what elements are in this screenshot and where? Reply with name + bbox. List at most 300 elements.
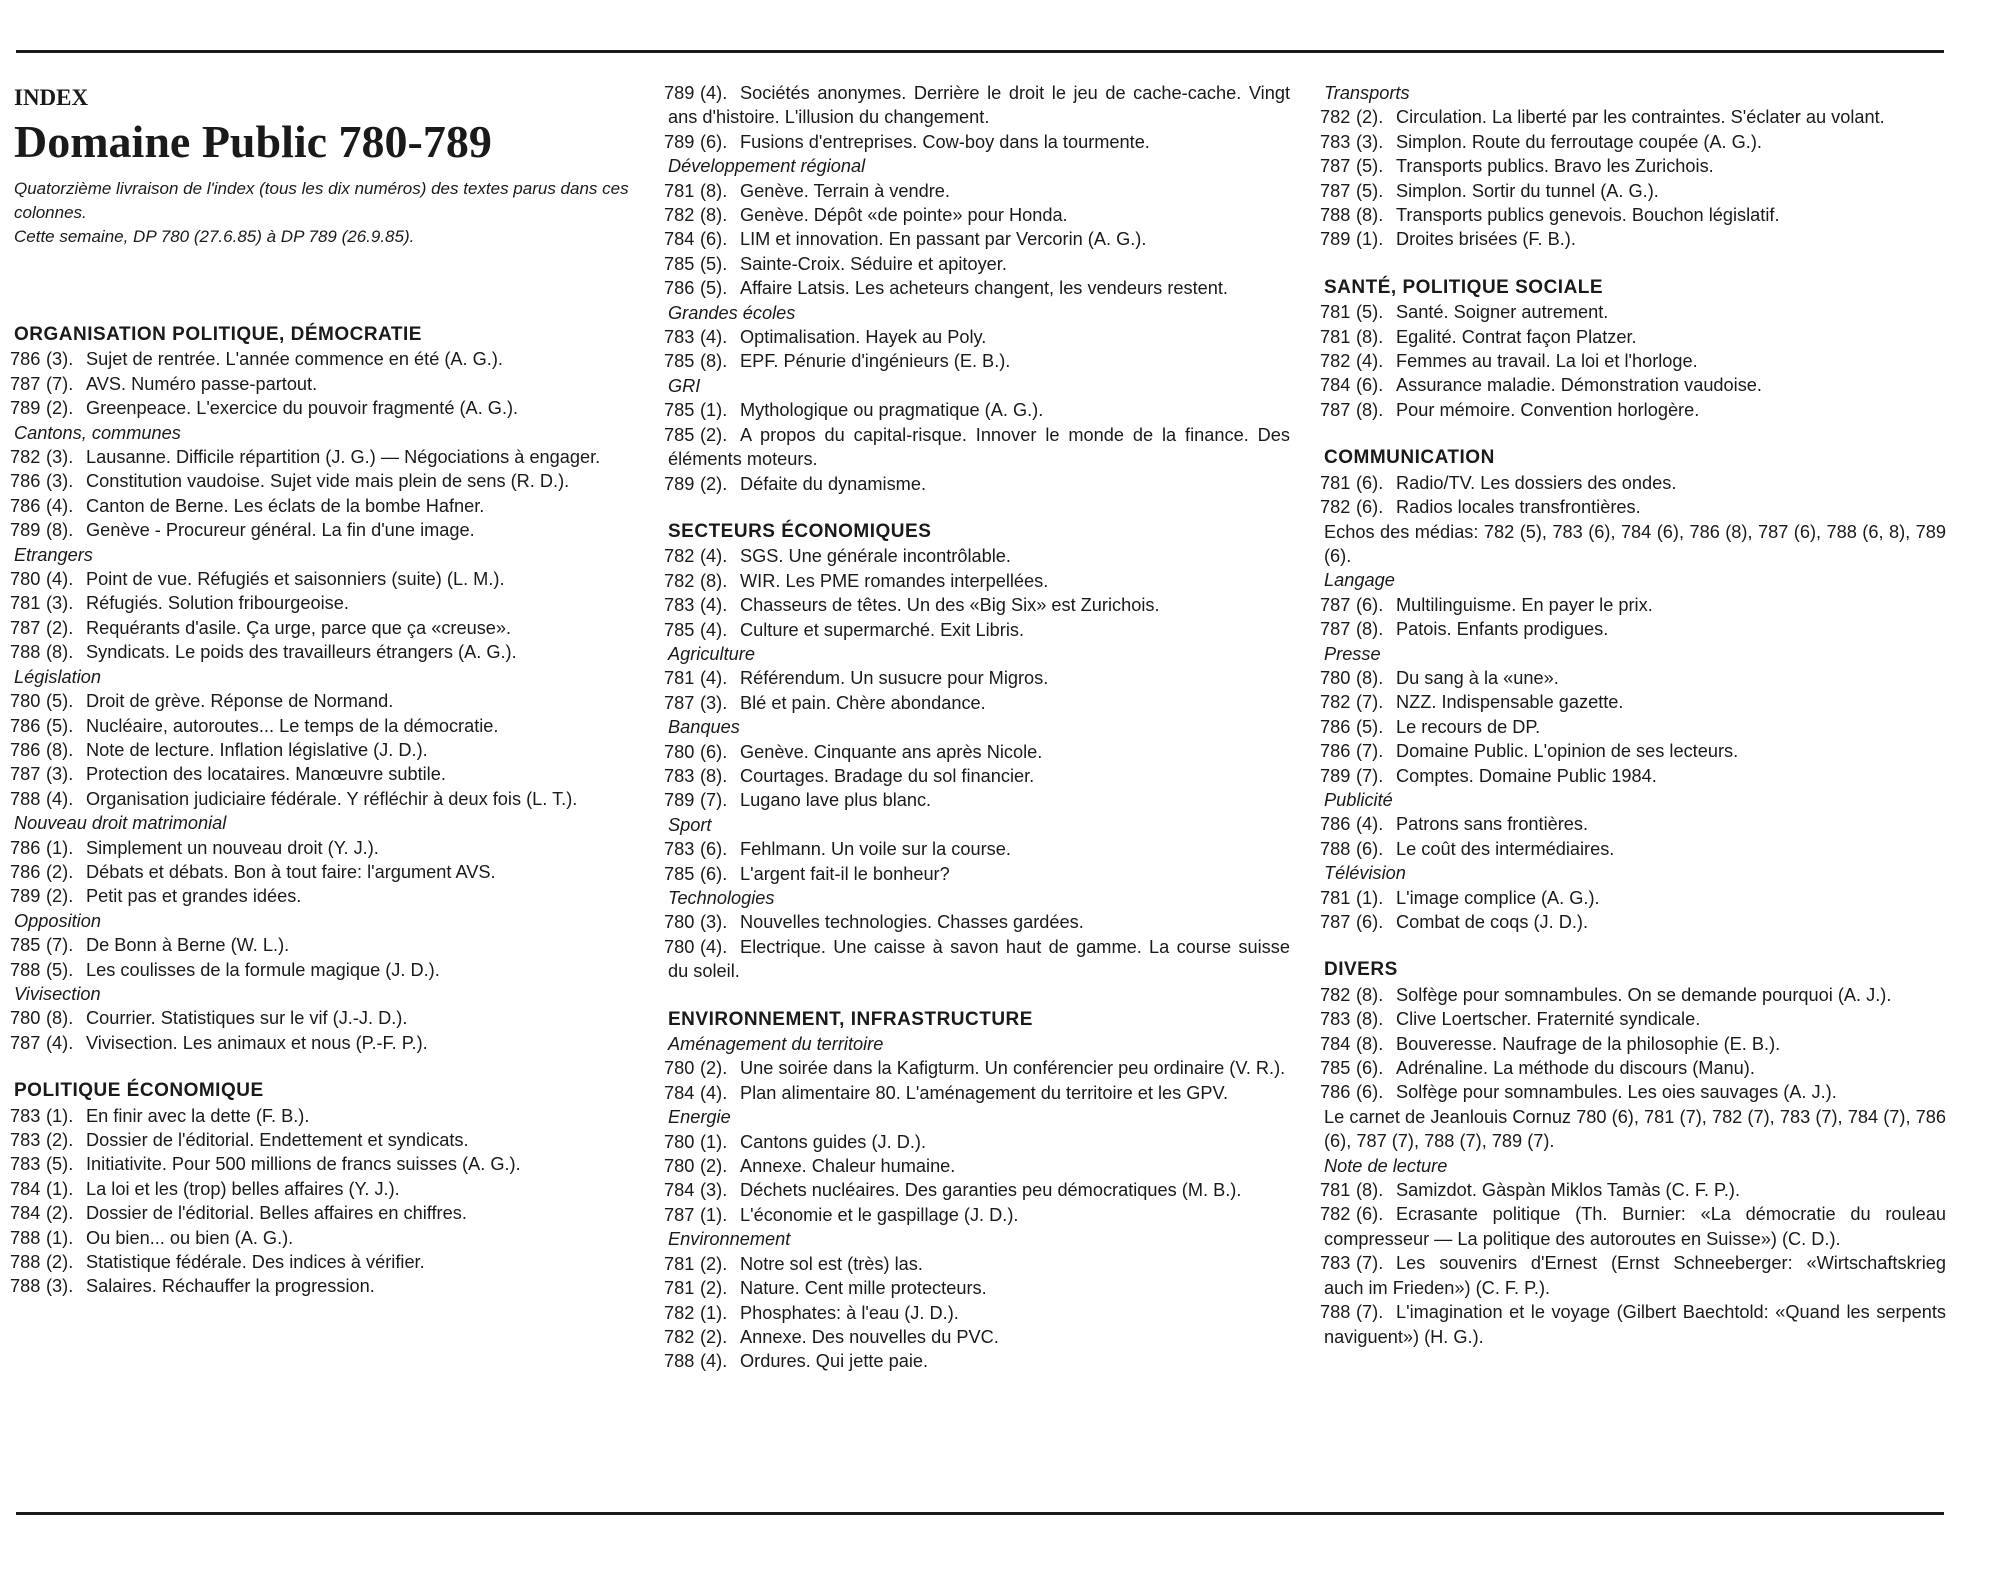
index-entry bbox=[664, 935, 1290, 984]
index-entry bbox=[1320, 617, 1946, 641]
issue-number: 783 bbox=[664, 839, 695, 860]
index-entry bbox=[664, 764, 1290, 788]
entry-title: Comptes. Domaine Public 1984. bbox=[1396, 765, 1657, 786]
index-section bbox=[664, 81, 1290, 496]
entry-title: Nouvelles technologies. Chasses gardées. bbox=[740, 912, 1084, 933]
index-entry bbox=[664, 691, 1290, 715]
subsection-heading: Banques bbox=[668, 717, 740, 738]
entry-title: Droites brisées (F. B.). bbox=[1396, 229, 1576, 250]
index-entry bbox=[664, 1325, 1290, 1349]
index-entry bbox=[1320, 105, 1946, 129]
index-entry bbox=[664, 276, 1290, 300]
page-ref: (4). bbox=[700, 327, 728, 348]
page-ref: (2). bbox=[700, 1278, 728, 1299]
issue-number: 789 bbox=[10, 886, 41, 907]
page-ref: (4). bbox=[700, 619, 728, 640]
entry-title: L'image complice (A. G.). bbox=[1396, 887, 1600, 908]
index-entry bbox=[1320, 471, 1946, 495]
entry-title: Constitution vaudoise. Sujet vide mais plein de sens (R. D.). bbox=[86, 471, 570, 492]
entry-title: En finir avec la dette (F. B.). bbox=[86, 1105, 310, 1126]
index-entry bbox=[664, 1203, 1290, 1227]
index-entry bbox=[10, 567, 634, 591]
entry-title: Notre sol est (très) las. bbox=[740, 1253, 923, 1274]
issue-number: 786 bbox=[1320, 814, 1351, 835]
section-heading: ORGANISATION POLITIQUE, DÉMOCRATIE bbox=[14, 324, 422, 345]
issue-number: 781 bbox=[664, 180, 695, 201]
page-ref: (2). bbox=[46, 1252, 74, 1273]
issue-number: 788 bbox=[10, 1276, 41, 1297]
issue-number: 782 bbox=[664, 570, 695, 591]
index-entry bbox=[10, 884, 634, 908]
page-ref: (6). bbox=[1356, 375, 1384, 396]
index-entry bbox=[664, 593, 1290, 617]
index-entry bbox=[1320, 373, 1946, 397]
entry-title: Multilinguisme. En payer le prix. bbox=[1396, 594, 1653, 615]
intro-line: Cette semaine, DP 780 (27.6.85) à DP 789 (26.9.85). bbox=[14, 227, 415, 246]
entry-title: Pour mémoire. Convention horlogère. bbox=[1396, 399, 1700, 420]
intro-text bbox=[14, 177, 634, 249]
entry-title: Optimalisation. Hayek au Poly. bbox=[740, 327, 987, 348]
index-entry bbox=[664, 837, 1290, 861]
index-entry bbox=[1320, 910, 1946, 934]
entry-title: Réfugiés. Solution fribourgeoise. bbox=[86, 593, 349, 614]
entry-title: Greenpeace. L'exercice du pouvoir fragmenté (A. G.). bbox=[86, 398, 519, 419]
index-entry bbox=[664, 423, 1290, 472]
index-entry bbox=[10, 1226, 634, 1250]
page-ref: (5). bbox=[46, 691, 74, 712]
entry-title: LIM et innovation. En passant par Vercorin (A. G.). bbox=[740, 229, 1147, 250]
issue-number: 782 bbox=[1320, 351, 1351, 372]
entry-title: Les souvenirs d'Ernest (Ernst Schneeberger: «Wirtschaftskrieg auch im Frieden») (C. F. P.). bbox=[1324, 1253, 1946, 1298]
index-section bbox=[1320, 81, 1946, 252]
page-ref: (1). bbox=[1356, 229, 1384, 250]
index-entry bbox=[664, 227, 1290, 251]
index-entry bbox=[10, 591, 634, 615]
issue-number: 788 bbox=[10, 1227, 41, 1248]
page-ref: (3). bbox=[46, 349, 74, 370]
section-heading: POLITIQUE ÉCONOMIQUE bbox=[14, 1080, 264, 1102]
entry-title: Assurance maladie. Démonstration vaudoise. bbox=[1396, 375, 1762, 396]
issue-number: 782 bbox=[664, 1326, 695, 1347]
entry-title: Initiativite. Pour 500 millions de francs suisses (A. G.). bbox=[86, 1154, 521, 1175]
entry-title: Lugano lave plus blanc. bbox=[740, 790, 932, 811]
page-ref: (8). bbox=[700, 351, 728, 372]
issue-number: 785 bbox=[664, 253, 695, 274]
index-entry bbox=[10, 518, 634, 542]
issue-number: 786 bbox=[10, 349, 41, 370]
column-body bbox=[10, 323, 634, 1299]
page-ref: (3). bbox=[46, 447, 74, 468]
entry-title: Dossier de l'éditorial. Endettement et syndicats. bbox=[86, 1130, 469, 1150]
index-entry bbox=[1320, 179, 1946, 203]
issue-number: 781 bbox=[1320, 302, 1351, 323]
page-ref: (5). bbox=[46, 1154, 74, 1175]
entry-title: Fusions d'entreprises. Cow-boy dans la tourmente. bbox=[740, 131, 1150, 152]
index-entry bbox=[664, 1081, 1290, 1105]
issue-number: 789 bbox=[1320, 765, 1351, 786]
page-ref: (1). bbox=[46, 1178, 74, 1199]
index-entry bbox=[10, 469, 634, 493]
issue-number: 784 bbox=[664, 229, 695, 250]
entry-title: L'argent fait-il le bonheur? bbox=[740, 863, 950, 884]
index-entry bbox=[664, 1301, 1290, 1325]
index-entry bbox=[10, 1128, 634, 1152]
intro-line: Quatorzième livraison de l'index (tous les dix numéros) des textes parus dans ces colonnes. bbox=[14, 179, 629, 222]
issue-number: 785 bbox=[664, 619, 695, 640]
issue-number: 787 bbox=[664, 1204, 695, 1225]
issue-number: 787 bbox=[1320, 156, 1351, 177]
subsection-heading: Télévision bbox=[1324, 863, 1406, 884]
entry-title: Une soirée dans la Kafigturm. Un conférencier peu ordinaire (V. R.). bbox=[740, 1058, 1286, 1079]
issue-number: 782 bbox=[1320, 984, 1351, 1005]
issue-number: 781 bbox=[10, 593, 41, 614]
entry-title: Femmes au travail. La loi et l'horloge. bbox=[1396, 351, 1698, 372]
entry-title: Requérants d'asile. Ça urge, parce que ça «creuse». bbox=[86, 617, 512, 638]
issue-number: 784 bbox=[10, 1178, 41, 1199]
index-entry bbox=[10, 787, 634, 811]
entry-title: Affaire Latsis. Les acheteurs changent, les vendeurs restent. bbox=[740, 278, 1228, 299]
entry-title: Point de vue. Réfugiés et saisonniers (suite) (L. M.). bbox=[86, 569, 505, 590]
issue-number: 783 bbox=[10, 1154, 41, 1175]
subsection-heading: Energie bbox=[668, 1107, 731, 1128]
page-ref: (2). bbox=[700, 1253, 728, 1274]
index-entry bbox=[10, 958, 634, 982]
subsection-heading: Législation bbox=[14, 666, 101, 687]
page-ref: (8). bbox=[1356, 1180, 1384, 1201]
subsection-heading: Presse bbox=[1324, 643, 1381, 664]
section-heading: ENVIRONNEMENT, INFRASTRUCTURE bbox=[668, 1008, 1033, 1030]
issue-number: 781 bbox=[664, 1253, 695, 1274]
page-ref: (4). bbox=[46, 495, 74, 516]
top-rule bbox=[16, 50, 1944, 53]
section-heading: COMMUNICATION bbox=[1324, 447, 1495, 469]
page-ref: (1). bbox=[700, 1204, 728, 1225]
page-ref: (8). bbox=[46, 739, 74, 760]
subsection-heading: Note de lecture bbox=[1324, 1155, 1448, 1176]
page-ref: (5). bbox=[1356, 156, 1384, 177]
index-entry bbox=[10, 1250, 634, 1274]
entry-title: Courtages. Bradage du sol financier. bbox=[740, 765, 1035, 786]
entry-title: L'économie et le gaspillage (J. D.). bbox=[740, 1204, 1019, 1225]
index-entry bbox=[1320, 1251, 1946, 1300]
page-ref: (2). bbox=[46, 1130, 74, 1150]
entry-title: Bouveresse. Naufrage de la philosophie (E. B.). bbox=[1396, 1033, 1781, 1054]
index-entry bbox=[664, 252, 1290, 276]
index-entry bbox=[664, 179, 1290, 203]
entry-title: Simplon. Sortir du tunnel (A. G.). bbox=[1396, 180, 1659, 201]
issue-number: 782 bbox=[664, 205, 695, 226]
issue-number: 788 bbox=[10, 1252, 41, 1273]
issue-number: 788 bbox=[1320, 1302, 1351, 1323]
page-ref: (2). bbox=[46, 398, 74, 419]
issue-number: 787 bbox=[1320, 594, 1351, 615]
page-ref: (2). bbox=[700, 1058, 728, 1079]
page-ref: (7). bbox=[1356, 765, 1384, 786]
page-ref: (4). bbox=[1356, 814, 1384, 835]
index-entry bbox=[664, 666, 1290, 690]
index-entry bbox=[664, 1252, 1290, 1276]
entry-title: Lausanne. Difficile répartition (J. G.) — Négociations à engager. bbox=[86, 447, 601, 468]
page-ref: (6). bbox=[1356, 1204, 1384, 1225]
issue-number: 788 bbox=[10, 642, 41, 663]
page-ref: (8). bbox=[1356, 984, 1384, 1005]
entry-title: Petit pas et grandes idées. bbox=[86, 886, 302, 907]
section-heading: SECTEURS ÉCONOMIQUES bbox=[668, 520, 932, 542]
index-entry bbox=[10, 1006, 634, 1030]
index-entry bbox=[1320, 1056, 1946, 1080]
issue-number: 784 bbox=[664, 1180, 695, 1201]
page-ref: (5). bbox=[1356, 180, 1384, 201]
entry-title: Vivisection. Les animaux et nous (P.-F. P.). bbox=[86, 1032, 428, 1053]
index-entry bbox=[1320, 325, 1946, 349]
subsection-heading: Vivisection bbox=[14, 983, 101, 1004]
entry-title: Statistique fédérale. Des indices à vérifier. bbox=[86, 1252, 425, 1273]
entry-title: Chasseurs de têtes. Un des «Big Six» est Zurichois. bbox=[740, 595, 1160, 616]
index-entry bbox=[10, 1152, 634, 1176]
index-entry bbox=[10, 372, 634, 396]
issue-number: 787 bbox=[10, 617, 41, 638]
subsection-heading: Développement régional bbox=[668, 156, 866, 177]
subsection-heading: Cantons, communes bbox=[14, 422, 181, 443]
page-title: Domaine Public 780-789 bbox=[14, 116, 492, 167]
issue-number: 780 bbox=[10, 569, 41, 590]
entry-title: Simplon. Route du ferroutage coupée (A. G.). bbox=[1396, 131, 1762, 152]
issue-number: 784 bbox=[1320, 1033, 1351, 1054]
entry-title: Radios locales transfrontières. bbox=[1396, 497, 1641, 518]
page-ref: (3). bbox=[46, 764, 74, 785]
issue-number: 785 bbox=[664, 351, 695, 372]
index-entry bbox=[1320, 690, 1946, 714]
entry-title: Simplement un nouveau droit (Y. J.). bbox=[86, 837, 379, 858]
index-entry bbox=[1320, 1202, 1946, 1251]
entry-title: Note de lecture. Inflation législative (J. D.). bbox=[86, 739, 428, 760]
index-entry bbox=[10, 1177, 634, 1201]
issue-number: 783 bbox=[10, 1105, 41, 1126]
column-body bbox=[664, 81, 1290, 1374]
issue-number: 781 bbox=[1320, 887, 1351, 908]
index-entry bbox=[1320, 715, 1946, 739]
page-ref: (1). bbox=[46, 1227, 74, 1248]
page-ref: (4). bbox=[700, 1351, 728, 1372]
page-ref: (3). bbox=[46, 593, 74, 614]
page-ref: (6). bbox=[700, 131, 728, 152]
page-ref: (5). bbox=[700, 278, 728, 299]
index-section bbox=[664, 1008, 1290, 1374]
page-ref: (8). bbox=[46, 642, 74, 663]
index-entry bbox=[1320, 666, 1946, 690]
page-ref: (8). bbox=[1356, 1033, 1384, 1054]
page-ref: (8). bbox=[1356, 667, 1384, 688]
issue-number: 782 bbox=[1320, 107, 1351, 128]
entry-title: Du sang à la «une». bbox=[1396, 667, 1559, 688]
issue-number: 782 bbox=[10, 447, 41, 468]
page-ref: (6). bbox=[700, 229, 728, 250]
index-entry bbox=[1320, 1080, 1946, 1104]
issue-number: 787 bbox=[664, 692, 695, 713]
index-entry bbox=[1320, 203, 1946, 227]
index-entry bbox=[664, 472, 1290, 496]
index-section bbox=[1320, 276, 1946, 422]
index-entry bbox=[10, 762, 634, 786]
index-entry bbox=[664, 1130, 1290, 1154]
page-ref: (2). bbox=[700, 473, 728, 494]
bottom-rule bbox=[16, 1512, 1944, 1515]
index-entry bbox=[10, 640, 634, 664]
entry-title: Référendum. Un susucre pour Migros. bbox=[740, 668, 1049, 689]
page-ref: (3). bbox=[46, 1276, 74, 1297]
issue-number: 786 bbox=[10, 837, 41, 858]
page-ref: (7). bbox=[700, 790, 728, 811]
issue-number: 785 bbox=[10, 935, 41, 956]
page-ref: (4). bbox=[700, 1082, 728, 1103]
page-ref: (1). bbox=[700, 1302, 728, 1323]
page-ref: (2). bbox=[700, 1156, 728, 1177]
issue-number: 783 bbox=[1320, 131, 1351, 152]
subsection-heading: Environnement bbox=[668, 1229, 791, 1250]
index-entry bbox=[10, 933, 634, 957]
issue-number: 789 bbox=[664, 790, 695, 811]
issue-number: 781 bbox=[664, 668, 695, 689]
issue-number: 786 bbox=[1320, 716, 1351, 737]
page-ref: (3). bbox=[700, 1180, 728, 1201]
entry-title: Ou bien... ou bien (A. G.). bbox=[86, 1227, 294, 1248]
index-entry bbox=[10, 445, 634, 469]
index-entry bbox=[664, 398, 1290, 422]
issue-number: 784 bbox=[1320, 375, 1351, 396]
page-ref: (8). bbox=[1356, 326, 1384, 347]
page-ref: (6). bbox=[1356, 497, 1384, 518]
issue-number: 786 bbox=[664, 278, 695, 299]
page-ref: (4). bbox=[700, 546, 728, 567]
page-ref: (8). bbox=[1356, 1009, 1384, 1030]
index-entry bbox=[10, 616, 634, 640]
page-ref: (6). bbox=[1356, 1058, 1384, 1079]
index-section bbox=[10, 1079, 634, 1299]
issue-number: 780 bbox=[10, 691, 41, 712]
page-ref: (4). bbox=[700, 668, 728, 689]
index-entry bbox=[1320, 764, 1946, 788]
issue-number: 784 bbox=[10, 1203, 41, 1224]
page-ref: (6). bbox=[1356, 1082, 1384, 1103]
entry-title: De Bonn à Berne (W. L.). bbox=[86, 935, 290, 956]
entry-title: Transports publics genevois. Bouchon législatif. bbox=[1396, 205, 1780, 226]
index-entry bbox=[664, 788, 1290, 812]
entry-title: L'imagination et le voyage (Gilbert Baechtold: «Quand les serpents naviguent») (H. G.). bbox=[1324, 1302, 1946, 1347]
index-section bbox=[1320, 446, 1946, 934]
column-body bbox=[1320, 81, 1946, 1349]
entry-title: Sociétés anonymes. Derrière le droit le jeu de cache-cache. Vingt ans d'histoire. L'illusion du changement. bbox=[668, 83, 1290, 128]
issue-number: 783 bbox=[664, 595, 695, 616]
page-ref: (2). bbox=[700, 1326, 728, 1347]
issue-number: 786 bbox=[10, 739, 41, 760]
entry-title: Combat de coqs (J. D.). bbox=[1396, 912, 1589, 932]
subsection-heading: Aménagement du territoire bbox=[668, 1034, 884, 1055]
index-entry bbox=[664, 910, 1290, 934]
entry-title: Débats et débats. Bon à tout faire: l'argument AVS. bbox=[86, 861, 496, 882]
page-ref: (2). bbox=[46, 617, 74, 638]
subsection-heading: Technologies bbox=[668, 888, 775, 908]
entry-title: Egalité. Contrat façon Platzer. bbox=[1396, 326, 1637, 347]
issue-number: 780 bbox=[1320, 667, 1351, 688]
issue-number: 780 bbox=[664, 936, 695, 957]
page-ref: (4). bbox=[700, 595, 728, 616]
entry-title: Ecrasante politique (Th. Burnier: «La démocratie du rouleau compresseur — La politique des autoroutes en Suisse») (C. D.). bbox=[1324, 1204, 1946, 1249]
index-section bbox=[10, 323, 634, 1055]
entry-title: Fehlmann. Un voile sur la course. bbox=[740, 839, 1011, 860]
page-ref: (8). bbox=[1356, 399, 1384, 420]
issue-number: 786 bbox=[1320, 1082, 1351, 1103]
page-ref: (2). bbox=[46, 1203, 74, 1224]
page-ref: (5). bbox=[700, 253, 728, 274]
index-entry bbox=[1320, 812, 1946, 836]
entry-title: Blé et pain. Chère abondance. bbox=[740, 692, 986, 713]
index-note: Echos des médias: 782 (5), 783 (6), 784 (6), 786 (8), 787 (6), 788 (6, 8), 789 (6). bbox=[1324, 521, 1946, 566]
page-ref: (6). bbox=[1356, 472, 1384, 493]
index-entry bbox=[1320, 886, 1946, 910]
page-ref: (3). bbox=[1356, 131, 1384, 152]
entry-title: Phosphates: à l'eau (J. D.). bbox=[740, 1302, 959, 1323]
index-entry bbox=[664, 81, 1290, 130]
index-entry bbox=[10, 1274, 634, 1298]
page-ref: (3). bbox=[700, 912, 728, 933]
issue-number: 789 bbox=[10, 520, 41, 541]
index-entry bbox=[664, 544, 1290, 568]
subsection-heading: Langage bbox=[1324, 570, 1395, 591]
index-entry bbox=[1320, 1300, 1946, 1349]
entry-title: Clive Loertscher. Fraternité syndicale. bbox=[1396, 1009, 1701, 1030]
entry-title: Genève. Terrain à vendre. bbox=[740, 180, 950, 201]
page-ref: (6). bbox=[700, 863, 728, 884]
page-ref: (7). bbox=[46, 373, 74, 394]
issue-number: 785 bbox=[664, 863, 695, 884]
page-ref: (7). bbox=[1356, 1302, 1384, 1323]
issue-number: 787 bbox=[1320, 180, 1351, 201]
index-entry bbox=[10, 1104, 634, 1128]
page-ref: (4). bbox=[46, 1032, 74, 1053]
issue-number: 783 bbox=[1320, 1009, 1351, 1030]
entry-title: Transports publics. Bravo les Zurichois. bbox=[1396, 156, 1714, 177]
entry-title: Culture et supermarché. Exit Libris. bbox=[740, 619, 1025, 640]
page-ref: (2). bbox=[46, 886, 74, 907]
page-ref: (6). bbox=[700, 839, 728, 860]
entry-title: Solfège pour somnambules. Les oies sauvages (A. J.). bbox=[1396, 1082, 1837, 1103]
issue-number: 782 bbox=[1320, 497, 1351, 518]
page-ref: (3). bbox=[46, 471, 74, 492]
index-entry bbox=[664, 1154, 1290, 1178]
page-ref: (5). bbox=[1356, 302, 1384, 323]
page-ref: (8). bbox=[46, 1008, 74, 1029]
issue-number: 783 bbox=[664, 327, 695, 348]
issue-number: 780 bbox=[664, 741, 695, 762]
page-ref: (7). bbox=[1356, 1253, 1384, 1274]
subsection-heading: Etrangers bbox=[14, 544, 93, 565]
column-2 bbox=[664, 81, 1290, 1398]
entry-title: Déchets nucléaires. Des garanties peu démocratiques (M. B.). bbox=[740, 1180, 1242, 1201]
index-entry bbox=[10, 714, 634, 738]
issue-number: 780 bbox=[664, 912, 695, 933]
subsection-heading: GRI bbox=[668, 375, 701, 396]
entry-title: Protection des locataires. Manœuvre subtile. bbox=[86, 764, 446, 785]
issue-number: 787 bbox=[10, 373, 41, 394]
issue-number: 785 bbox=[664, 400, 695, 421]
index-note: Le carnet de Jeanlouis Cornuz 780 (6), 781 (7), 782 (7), 783 (7), 784 (7), 786 (6), 787 (7), 788 (7), 789 (7). bbox=[1324, 1106, 1946, 1152]
page-ref: (8). bbox=[700, 205, 728, 226]
index-entry bbox=[10, 494, 634, 518]
issue-number: 786 bbox=[10, 715, 41, 736]
subsection-heading: Opposition bbox=[14, 910, 101, 931]
index-entry bbox=[10, 1201, 634, 1225]
index-entry bbox=[1320, 300, 1946, 324]
